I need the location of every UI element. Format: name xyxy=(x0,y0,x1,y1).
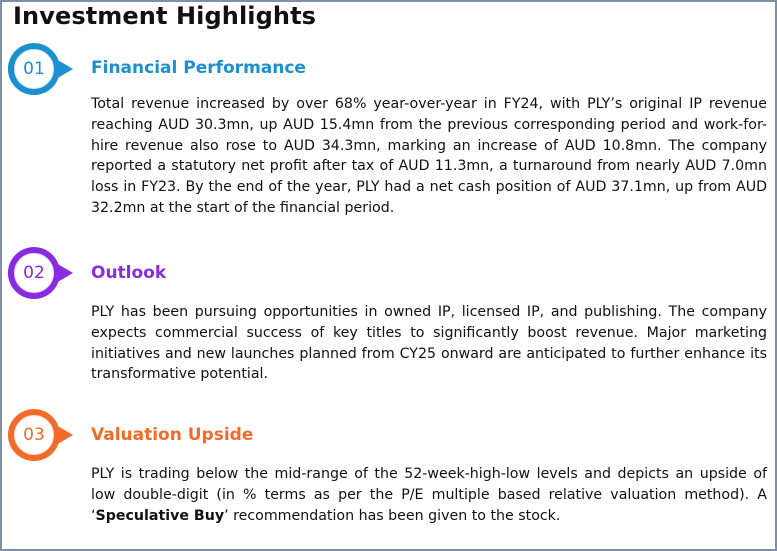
body-text-end: ’ recommendation has been given to the stock. xyxy=(224,507,561,524)
number-badge xyxy=(7,408,73,462)
section-heading: Outlook xyxy=(91,263,167,283)
section-heading: Valuation Upside xyxy=(91,425,254,445)
recommendation-text: Speculative Buy xyxy=(95,507,225,524)
section-body xyxy=(91,464,767,526)
section-body: Total revenue increased by over 68% year-over-year in FY24, with PLY’s original IP revenue reaching AUD 30.3mn, up AUD 15.4mn from the previous corresponding period and work-for-hire revenue also rose to AUD 34.3mn, marking an increase of AUD 10.8mn. The company reported a statutory net profit after tax of AUD 11.3mn, a turnaround from nearly AUD 7.0mn loss in FY23. By the end of the year, PLY had a net cash position of AUD 37.1mn, up from AUD 32.2mn at the start of the financial period. xyxy=(91,96,767,216)
badge-number: 03 xyxy=(23,425,45,445)
page-title: Investment Highlights xyxy=(13,2,317,30)
section-body: PLY has been pursuing opportunities in owned IP, licensed IP, and publishing. The company expects commercial success of key titles to significantly boost revenue. Major marketing initiatives and new launches planned from CY25 onward are anticipated to further enhance its transformative potential. xyxy=(91,304,767,383)
badge-number: 02 xyxy=(23,263,45,283)
section-heading: Financial Performance xyxy=(91,58,306,78)
badge-number: 01 xyxy=(23,59,45,79)
number-badge xyxy=(7,246,73,300)
body-text-start: PLY is trading below the mid-range of the 52-week-high-low levels and depicts an upside of low double-digit (in % terms as per the P/E multiple based relative valuation method). A ‘ xyxy=(91,466,767,524)
number-badge xyxy=(7,42,73,96)
